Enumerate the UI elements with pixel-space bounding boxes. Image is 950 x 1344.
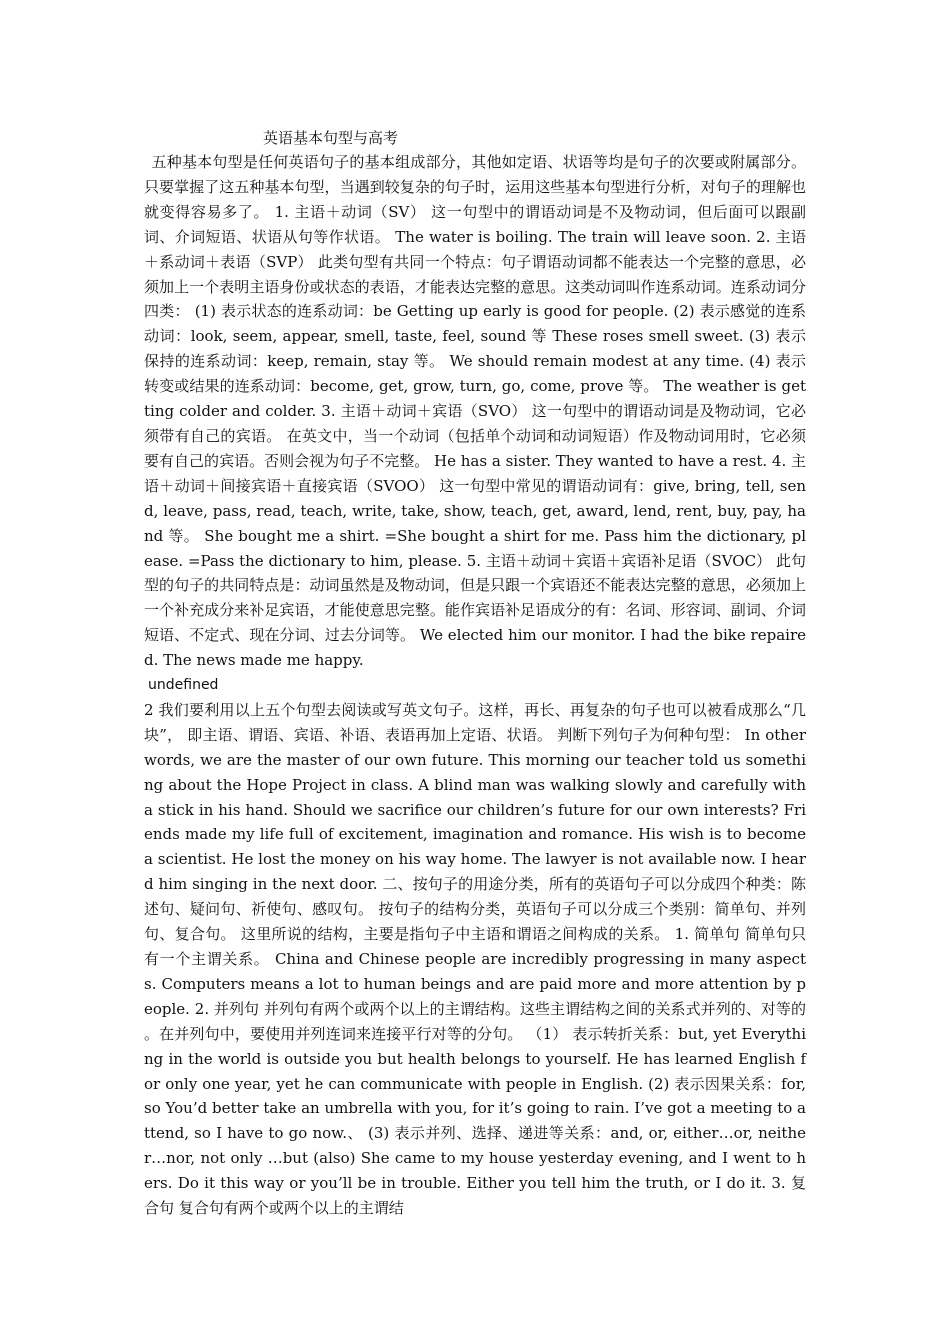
paragraph-undefined: undefined <box>148 677 219 694</box>
paragraph-sentence-classification: 2 我们要利用以上五个句型去阅读或写英文句子。这样，再长、再复杂的句子也可以被看成那么“几块”， 即主语、谓语、宾语、补语、表语再加上定语、状语。 判断下列句子为何种句型： In other words, we are the master of our own future. This morning our teacher told us something about the Hope Project in class. A blind man was walking slowly and carefully with a stick in his hand. Should we sacrifice our children’s future for our own interests? Friends made my life full of excitement, imagination and romance. His wish is to become a scientist. He lost the money on his way home. The lawyer is not available now. I heard him singing in the next door. 二、按句子的用途分类，所有的英语句子可以分成四个种类：陈述句、疑问句、祈使句、感叹句。 按句子的结构分类，英语句子可以分成三个类别：简单句、并列句、复合句。 这里所说的结构，主要是指句子中主语和谓语之间构成的关系。 1. 简单句 简单句只有一个主谓关系。 China and Chinese people are incredibly progressing in many aspects. Computers means a lot to human beings and are paid more and more attention by people. 2. 并列句 并列句有两个或两个以上的主谓结构。这些主谓结构之间的关系式并列的、对等的 。在并列句中，要使用并列连词来连接平行对等的分句。 （1） 表示转折关系：but, yet Everything in the world is outside you but health belongs to yourself. He has learned English for only one year, yet he can communicate with people in English. (2) 表示因果关系：for, so You’d better take an umbrella with you, for it’s going to rain. I’ve got a meeting to attend, so I have to go now.、 (3) 表示并列、选择、递进等关系：and, or, either…or, neither…nor, not only …but (also) She came to my house yesterday evening, and I went to hers. Do it this way or you’ll be in trouble. Either you tell him the truth, or I do it. 3. 复合句 复合句有两个或两个以上的主谓结 <box>144 700 806 1218</box>
document-title: 英语基本句型与高考 <box>263 129 399 147</box>
paragraph-basic-sentence-patterns: 五种基本句型是任何英语句子的基本组成部分，其他如定语、状语等均是句子的次要或附属部分。只要掌握了这五种基本句型，当遇到较复杂的句子时，运用这些基本句型进行分析，对句子的理解也就变得容易多了。 1. 主语＋动词（SV） 这一句型中的谓语动词是不及物动词，但后面可以跟副词、介词短语、状语从句等作状语。 The water is boiling. The train will leave soon. 2. 主语＋系动词＋表语（SVP） 此类句型有共同一个特点：句子谓语动词都不能表达一个完整的意思，必须加上一个表明主语身份或状态的表语，才能表达完整的意思。这类动词叫作连系动词。连系动词分四类： (1) 表示状态的连系动词：be Getting up early is good for people. (2) 表示感觉的连系动词：look, seem, appear, smell, taste, feel, sound 等 These roses smell sweet. (3) 表示保持的连系动词：keep, remain, stay 等。 We should remain modest at any time. (4) 表示转变或结果的连系动词：become, get, grow, turn, go, come, prove 等。 The weather is getting colder and colder. 3. 主语＋动词＋宾语（SVO） 这一句型中的谓语动词是及物动词，它必须带有自己的宾语。 在英文中，当一个动词（包括单个动词和动词短语）作及物动词用时，它必须要有自己的宾语。否则会视为句子不完整。 He has a sister. They wanted to have a rest. 4. 主语＋动词＋间接宾语＋直接宾语（SVOO） 这一句型中常见的谓语动词有：give, bring, tell, send, leave, pass, read, teach, write, take, show, teach, get, award, lend, rent, buy, pay, hand 等。 She bought me a shirt. =She bought a shirt for me. Pass him the dictionary, please. =Pass the dictionary to him, please. 5. 主语＋动词＋宾语＋宾语补足语（SVOC） 此句型的句子的共同特点是：动词虽然是及物动词，但是只跟一个宾语还不能表达完整的意思，必须加上一个补充成分来补足宾语，才能使意思完整。能作宾语补足语成分的有：名词、形容词、副词、介词短语、不定式、现在分词、过去分词等。 We elected him our monitor. I had the bike repaired. The news made me happy. <box>144 153 806 670</box>
document-body <box>144 150 806 1221</box>
